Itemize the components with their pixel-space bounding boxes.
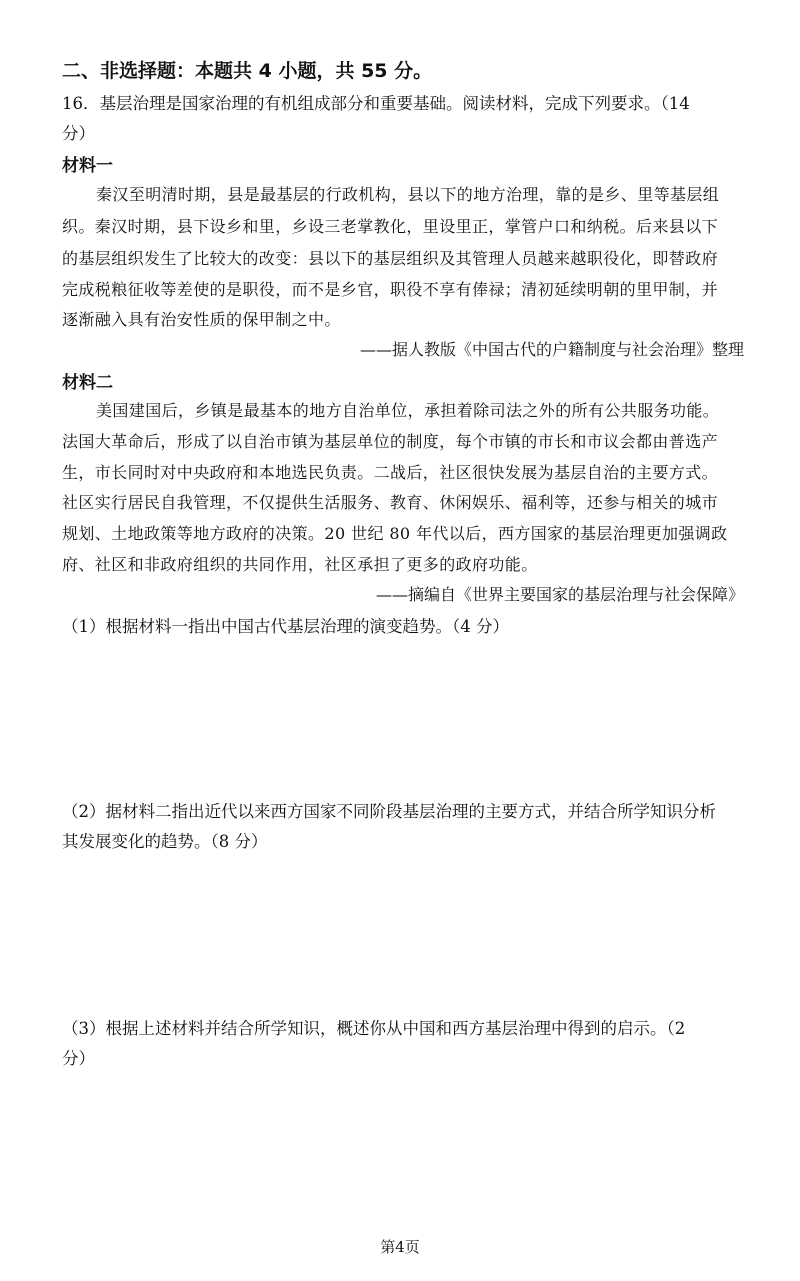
question-stem-line2: 分） xyxy=(62,124,95,143)
answer-area-1[interactable] xyxy=(62,645,742,790)
material2-line: 社区实行居民自我管理，不仅提供生活服务、教育、休闲娱乐、福利等，还参与相关的城市 xyxy=(62,493,719,512)
material1-source: ——据人教版《中国古代的户籍制度与社会治理》整理 xyxy=(359,340,744,359)
answer-area-3[interactable] xyxy=(62,1078,742,1218)
material2-line: 法国大革命后，形成了以自治市镇为基层单位的制度，每个市镇的市长和市议会都由普选产 xyxy=(62,432,719,451)
material1-line: 秦汉至明清时期，县是最基层的行政机构，县以下的地方治理，靠的是乡、里等基层组 xyxy=(96,185,720,204)
question-stem-line1: 16．基层治理是国家治理的有机组成部分和重要基础。阅读材料，完成下列要求。（14 xyxy=(62,94,690,113)
answer-area-2[interactable] xyxy=(62,860,742,1000)
material2-title: 材料二 xyxy=(62,373,113,393)
material1-title: 材料一 xyxy=(62,156,113,176)
material1-line: 逐渐融入具有治安性质的保甲制之中。 xyxy=(62,310,341,329)
page-number: 第4页 xyxy=(380,1238,420,1256)
material2-line: 生，市长同时对中央政府和本地选民负责。二战后，社区很快发展为基层自治的主要方式。 xyxy=(62,463,719,482)
sub-question-2-line1: （2）据材料二指出近代以来西方国家不同阶段基层治理的主要方式，并结合所学知识分析 xyxy=(62,802,716,821)
material2-line: 规划、土地政策等地方政府的决策。20 世纪 80 年代以后，西方国家的基层治理更加强调政 xyxy=(62,524,728,543)
material2-line: 美国建国后，乡镇是最基本的地方自治单位，承担着除司法之外的所有公共服务功能。 xyxy=(96,401,720,420)
material1-line: 织。秦汉时期，县下设乡和里，乡设三老掌教化，里设里正，掌管户口和纳税。后来县以下 xyxy=(62,217,719,236)
material1-line: 的基层组织发生了比较大的改变：县以下的基层组织及其管理人员越来越职役化，即替政府 xyxy=(62,249,719,268)
sub-question-3-line1: （3）根据上述材料并结合所学知识，概述你从中国和西方基层治理中得到的启示。（2 xyxy=(62,1019,686,1038)
section-title: 二、非选择题：本题共 4 小题，共 55 分。 xyxy=(62,60,433,82)
material2-line: 府、社区和非政府组织的共同作用，社区承担了更多的政府功能。 xyxy=(62,555,538,574)
sub-question-3-line2: 分） xyxy=(62,1049,95,1068)
material1-line: 完成税粮征收等差使的是职役，而不是乡官，职役不享有俸禄；清初延续明朝的里甲制，并 xyxy=(62,280,719,299)
sub-question-2-line2: 其发展变化的趋势。（8 分） xyxy=(62,832,268,851)
sub-question-1: （1）根据材料一指出中国古代基层治理的演变趋势。（4 分） xyxy=(62,617,509,636)
material2-source: ——摘编自《世界主要国家的基层治理与社会保障》 xyxy=(375,585,744,604)
